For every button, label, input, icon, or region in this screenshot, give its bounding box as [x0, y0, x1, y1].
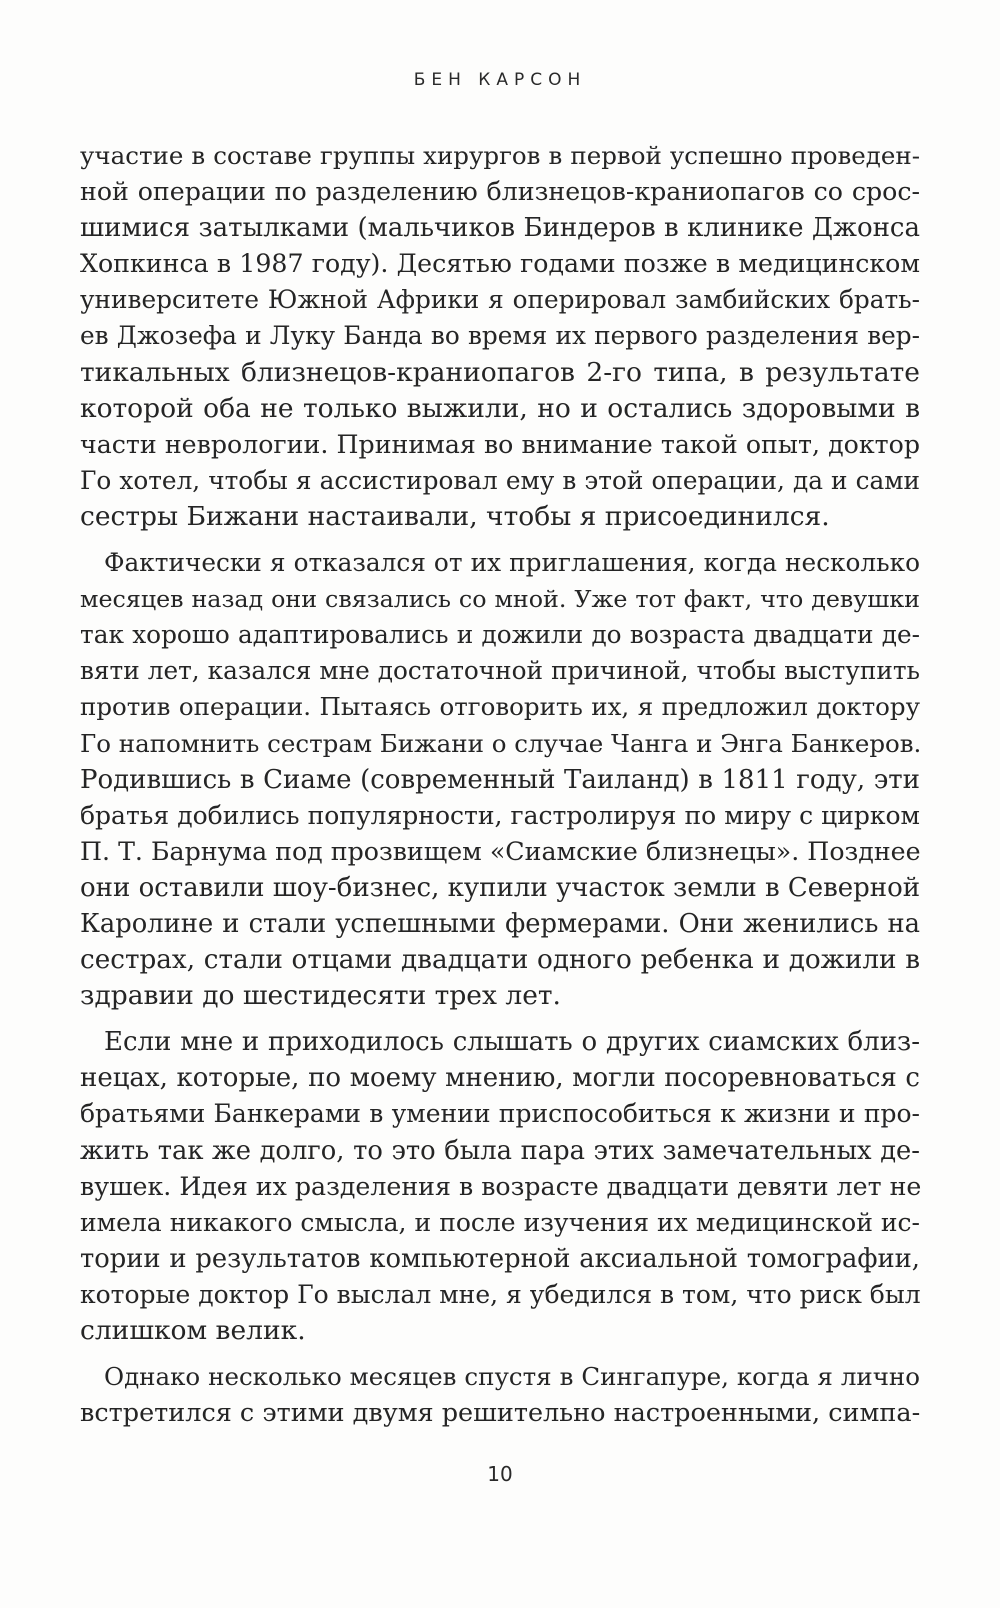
text-line: братья добились популярности, гастролируя по миру с цирком — [80, 800, 920, 830]
text-line: тикальных близнецов-краниопагов 2-го типа, в результате — [80, 356, 920, 388]
text-line: ной операции по разделению близнецов-краниопагов со срос- — [80, 177, 920, 207]
paragraph-3 — [80, 1024, 920, 1349]
text-line: части неврологии. Принимая во внимание такой опыт, доктор — [80, 429, 920, 459]
text-line: имела никакого смысла, и после изучения их медицинской ис- — [80, 1207, 920, 1237]
text-line: здравии до шестидесяти трех лет. — [80, 980, 561, 1012]
text-line: ев Джозефа и Луку Банда во время их первого разделения вер- — [80, 321, 920, 351]
text-line: шимися затылками (мальчиков Биндеров в клинике Джонса — [80, 213, 920, 244]
text-line: против операции. Пытаясь отговорить их, я предложил доктору — [80, 692, 920, 722]
text-line: жить так же долго, то это была пара этих замечательных де- — [80, 1135, 920, 1166]
text-line: участие в составе группы хирургов в первой успешно проведен- — [80, 141, 920, 170]
body-text — [80, 138, 920, 1431]
paragraph-gap — [80, 1349, 920, 1359]
text-line: встретился с этими двумя решительно настроенными, симпа- — [80, 1398, 921, 1429]
text-line: Однако несколько месяцев спустя в Сингапуре, когда я лично — [104, 1362, 920, 1392]
text-line: Каролине и стали успешными фермерами. Они женились на — [80, 908, 920, 939]
paragraph-1 — [80, 138, 920, 535]
paragraph-4 — [80, 1359, 920, 1431]
text-line: нецах, которые, по моему мнению, могли посоревноваться с — [80, 1063, 920, 1094]
text-line: так хорошо адаптировались и дожили до возраста двадцати де- — [80, 620, 920, 650]
text-line: Хопкинса в 1987 году). Десятью годами позже в медицинском — [80, 249, 920, 279]
text-line: вяти лет, казался мне достаточной причиной, чтобы выступить — [80, 656, 920, 686]
text-line: сестрах, стали отцами двадцати одного ребенка и дожили в — [80, 945, 920, 976]
running-head: БЕН КАРСОН — [413, 70, 587, 90]
paragraph-gap — [80, 1014, 920, 1024]
text-line: Родившись в Сиаме (современный Таиланд) в 1811 году, эти — [80, 764, 920, 795]
text-line: которой оба не только выжили, но и остались здоровыми в — [80, 392, 920, 424]
text-line: слишком велик. — [80, 1315, 306, 1346]
text-line: Го напомнить сестрам Бижани о случае Чанга и Энга Банкеров. — [80, 728, 922, 758]
text-line: П. Т. Барнума под прозвищем «Сиамские близнецы». Позднее — [80, 836, 921, 866]
text-line: братьями Банкерами в умении приспособиться к жизни и про- — [80, 1099, 920, 1129]
text-line: вушек. Идея их разделения в возрасте двадцати девяти лет не — [80, 1171, 922, 1201]
page-number: 10 — [487, 1462, 513, 1486]
text-line: месяцев назад они связались со мной. Уже тот факт, что девушки — [80, 585, 920, 614]
text-line: Если мне и приходилось слышать о других сиамских близ- — [104, 1027, 920, 1058]
paragraph-2 — [80, 545, 920, 1014]
text-line: они оставили шоу-бизнес, купили участок земли в Северной — [80, 872, 921, 903]
text-line: которые доктор Го выслал мне, я убедился в том, что риск был — [80, 1279, 921, 1309]
text-line: Фактически я отказался от их приглашения, когда несколько — [104, 548, 920, 578]
text-line: Го хотел, чтобы я ассистировал ему в этой операции, да и сами — [80, 465, 920, 495]
text-line: сестры Бижани настаивали, чтобы я присоединился. — [80, 500, 830, 532]
text-line: университете Южной Африки я оперировал замбийских брать- — [80, 285, 920, 315]
text-line: тории и результатов компьютерной аксиальной томографии, — [80, 1243, 920, 1274]
paragraph-gap — [80, 535, 920, 545]
